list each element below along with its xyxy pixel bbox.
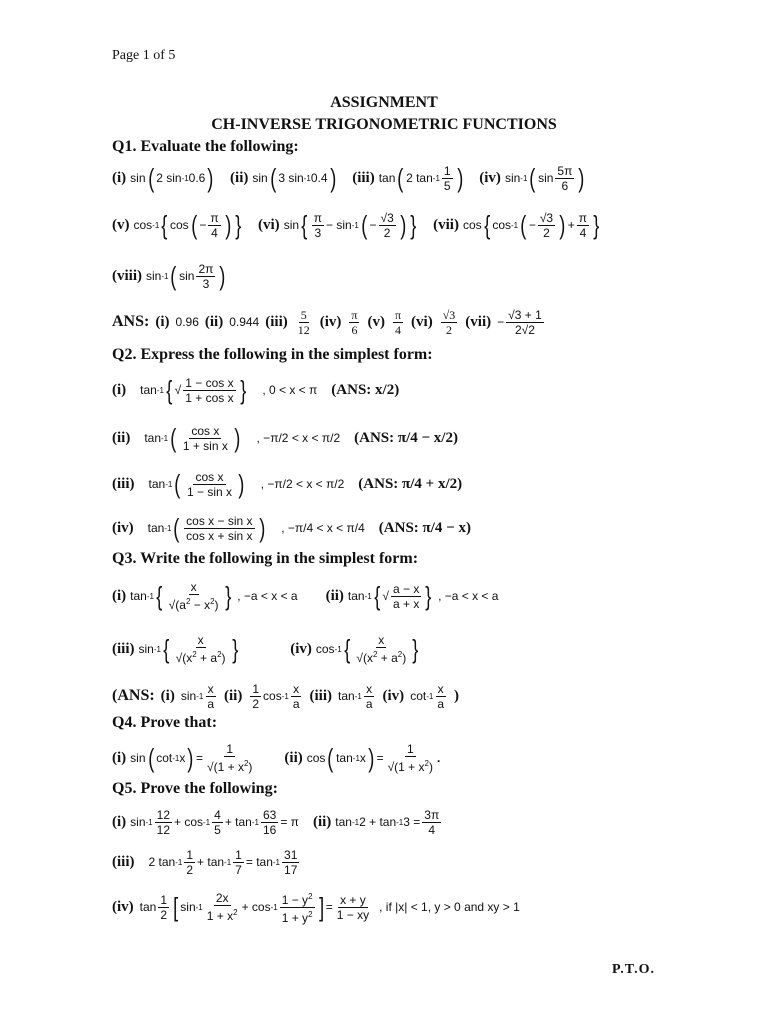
q3-answers (112, 676, 459, 716)
q1-item-label: (i) (112, 169, 127, 186)
answer-value: − $\frac{√3 + 1}{2√2}$ (497, 307, 542, 337)
q5-item-label: (iii) (112, 853, 135, 870)
q3-item-expr: cos -1 { $\frac{x}{√(x^2 + a^2)}$ } (315, 633, 419, 665)
q4-item-label: (i) (112, 749, 127, 766)
q3-item (112, 580, 298, 612)
answer-label: (i) (155, 313, 170, 330)
q3-heading: Q3. Write the following in the simplest form: (112, 550, 419, 567)
q2-item (112, 368, 399, 412)
ans-close-paren: ) (454, 687, 460, 704)
answer-label: (iii) (309, 687, 333, 704)
q4-item-label: (ii) (284, 749, 303, 766)
q5-item (112, 808, 299, 837)
q1-item-expr: tan ( 2 tan -1 $\frac{1}{5}$ ) (378, 163, 463, 193)
q5-item-condition: , if |x| < 1, y > 0 and xy > 1 (379, 900, 520, 914)
answer-value: $\frac{\pi}{4}$ (394, 307, 402, 337)
q2-item-answer: (ANS: π/4 − x) (378, 519, 471, 536)
q4-item-expr: sin ( cot -1 x ) = $\frac{1}{√(1 + x^2)}$ (130, 742, 253, 774)
q1-item-label: (v) (112, 216, 130, 233)
q3-item (326, 582, 499, 611)
assignment-title: ASSIGNMENT (330, 94, 438, 111)
q1-item-expr: cos -1 { cos ( − $\frac{\pi}{4}$ ) } (133, 210, 242, 240)
answer-label: (iv) (319, 313, 342, 330)
q4-item (112, 742, 256, 774)
answer-label: (vi) (411, 313, 433, 330)
answer-label: (iii) (265, 313, 288, 330)
answer-label: (vii) (465, 313, 492, 330)
q1-item-expr: sin -1 ( sin $\frac{2\pi}{3}$ ) (146, 261, 226, 291)
q2-heading: Q2. Express the following in the simplest form: (112, 346, 433, 363)
page-number-label: Page 1 of 5 (112, 48, 176, 63)
q3-item-condition: , −a < x < a (237, 589, 298, 603)
q1-item (112, 165, 216, 191)
q2-item-expr: tan -1 ( $\frac{\text{cos x}}{\text{1 − sin x}}$ ) (148, 469, 245, 499)
q5-heading: Q5. Prove the following: (112, 780, 278, 797)
q5-item-expr: tan -1 2 + tan -1 3 = $\frac{3\pi}{4}$ (335, 807, 440, 837)
q3-item-condition: , −a < x < a (438, 589, 499, 603)
q1-item-label: (vi) (258, 216, 280, 233)
answer-label: (i) (160, 687, 175, 704)
q1-item (230, 165, 338, 191)
q5-item-expr: sin -1 $\frac{12}{12}$ + cos -1 $\frac{4}{5}$ + tan -1 $\frac{63}{16}$ = π (130, 807, 299, 837)
q3-item-label: (iv) (290, 640, 312, 657)
q2-item-answer: (ANS: π/4 − x/2) (354, 429, 458, 446)
answer-value: $\frac{\pi}{6}$ (351, 307, 358, 337)
q4-item-expr: cos ( tan -1 x ) = $\frac{1}{√(1 + x^2)}$ . (306, 742, 441, 774)
q5-row-3 (112, 886, 520, 928)
q5-item-label: (ii) (312, 813, 332, 830)
q1-item-label: (ii) (230, 169, 249, 186)
q1-row-1 (112, 160, 587, 196)
answer-label: (v) (367, 313, 385, 330)
q4-row (112, 736, 440, 780)
answer-value: $\frac{1}{2}$ cos -1 $\frac{x}{a}$ (252, 681, 300, 711)
answer-value: 0.96 (175, 315, 199, 329)
q5-item-label: (iv) (112, 898, 134, 915)
q1-item-label: (viii) (112, 267, 142, 284)
q2-item-condition: , −π/2 < x < π/2 (256, 431, 341, 445)
answer-value: cot -1 $\frac{x}{a}$ (410, 681, 445, 711)
ans-prefix: (ANS: (112, 687, 155, 704)
q2-item (112, 508, 471, 548)
answer-value: sin -1 $\frac{x}{a}$ (180, 681, 214, 711)
answer-value: tan -1 $\frac{x}{a}$ (338, 681, 373, 711)
q3-item-label: (ii) (325, 587, 344, 604)
answer-value: $\frac{√3}{2}$ (442, 307, 456, 337)
answer-value: $\frac{5}{12}$ (297, 307, 310, 337)
q1-item (112, 262, 228, 291)
answer-label: (ii) (204, 313, 224, 330)
answer-label: (iv) (382, 687, 405, 704)
q2-item (112, 464, 462, 504)
q5-item-label: (i) (112, 813, 127, 830)
q5-item-expr: tan $\frac{1}{2}$ [ sin -1 $\frac{2x}{1 + x^2}$ + cos -1 $\frac{1 - y^2}{1 + y^2}$ ] = $\frac{x + y}{1 - xy}$ (139, 891, 370, 925)
q3-item-expr: tan -1 { $\frac{x}{√(a^2 - x^2)}$ } (130, 580, 231, 612)
q2-item-condition: , 0 < x < π (262, 383, 318, 397)
q5-row-1 (112, 802, 443, 842)
q3-row-1 (112, 573, 498, 619)
q1-answers (112, 304, 546, 340)
q2-item-label: (iii) (112, 475, 135, 492)
q1-item-label: (vii) (433, 216, 459, 233)
q1-item-expr: sin { $\frac{\pi}{3}$ − sin -1 ( − $\frac{√3}{2}$ ) } (283, 210, 417, 240)
q3-item (290, 633, 421, 665)
answer-value: 0.944 (229, 315, 260, 329)
q1-item-label: (iii) (352, 169, 375, 186)
q4-heading: Q4. Prove that: (112, 714, 218, 731)
q1-item-expr: sin ( 2 sin -1 0.6 ) (130, 163, 214, 193)
q2-item-expr: tan -1 ( $\frac{\text{cos x − sin x}}{\text{cos x + sin x}}$ ) (147, 513, 265, 543)
q1-item (112, 211, 244, 240)
q2-item-condition: , −π/2 < x < π/2 (260, 477, 345, 491)
q2-item-label: (iv) (112, 519, 134, 536)
q2-item-answer: (ANS: π/4 + x/2) (358, 475, 463, 492)
q1-row-2 (112, 205, 602, 245)
q1-heading: Q1. Evaluate the following: (112, 138, 299, 155)
q1-item (258, 211, 419, 240)
q2-item-answer: (ANS: x/2) (331, 381, 400, 398)
q1-item-label: (iv) (479, 169, 501, 186)
q1-item (433, 211, 602, 240)
q5-item-expr: 2 tan -1 $\frac{1}{2}$ + tan -1 $\frac{1}{7}$ = tan -1 $\frac{31}{17}$ (148, 847, 298, 877)
q2-item-label: (i) (112, 381, 127, 398)
q1-item-expr: cos { cos -1 ( − $\frac{√3}{2}$ ) + $\frac{\pi}{4}$ } (462, 210, 600, 240)
q3-item-label: (iii) (112, 640, 135, 657)
q2-item-condition: , −π/4 < x < π/4 (281, 521, 365, 535)
pto-label: P.T.O. (612, 962, 655, 977)
q3-item-expr: tan -1 { √ $\frac{a - x}{a + x}$ } (347, 581, 432, 611)
q3-item (112, 633, 240, 665)
answer-label: (ii) (224, 687, 243, 704)
chapter-title: CH-INVERSE TRIGONOMETRIC FUNCTIONS (211, 116, 557, 133)
q5-row-2 (112, 842, 301, 882)
q2-item-expr: tan -1 ( $\frac{\text{cos x}}{\text{1 + sin x}}$ ) (144, 423, 241, 453)
q2-item (112, 418, 458, 458)
q1-row-3 (112, 258, 228, 294)
q1-item-expr: sin ( 3 sin -1 0.4 ) (252, 163, 336, 193)
ans-prefix: ANS: (112, 313, 150, 330)
q3-item-label: (i) (112, 587, 127, 604)
q3-item-expr: sin -1 { $\frac{x}{√(x^2 + a^2)}$ } (138, 633, 238, 665)
q1-item (352, 164, 465, 193)
q5-item (313, 808, 443, 837)
q1-item (479, 164, 587, 193)
q1-item-expr: sin -1 ( sin $\frac{5\pi}{6}$ ) (504, 163, 585, 193)
q4-item (284, 742, 440, 774)
q3-row-2 (112, 626, 421, 672)
q2-item-expr: tan -1 { √ $\frac{\text{1 − cos x}}{\text{1 + cos x}}$ } (140, 375, 247, 405)
q2-item-label: (ii) (112, 429, 131, 446)
